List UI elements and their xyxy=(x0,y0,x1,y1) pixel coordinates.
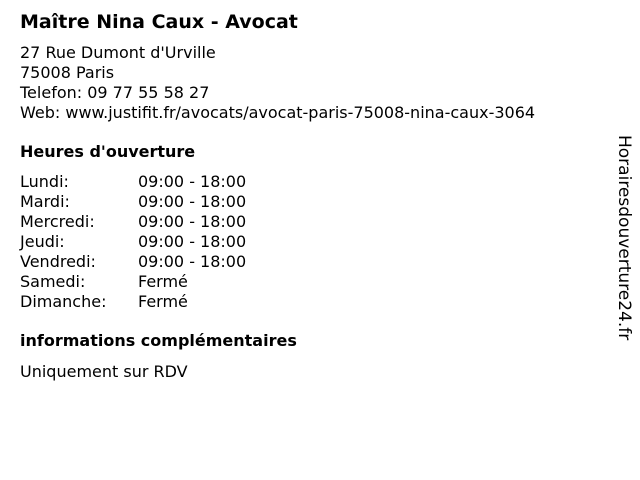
info-heading: informations complémentaires xyxy=(20,331,297,350)
hours-time: 09:00 - 18:00 xyxy=(138,212,247,231)
phone-line: Telefon: 09 77 55 58 27 xyxy=(20,83,210,102)
hours-day: Mardi: xyxy=(20,192,70,211)
hours-time: Fermé xyxy=(138,272,188,291)
address-street: 27 Rue Dumont d'Urville xyxy=(20,43,216,62)
hours-day: Vendredi: xyxy=(20,252,96,271)
web-line: Web: www.justifit.fr/avocats/avocat-paris-75008-nina-caux-3064 xyxy=(20,103,536,122)
site-watermark: Horairesdouverture24.fr xyxy=(614,135,634,341)
contact-block xyxy=(20,43,610,123)
hours-time: Fermé xyxy=(138,292,188,311)
hours-table xyxy=(20,172,610,312)
hours-time: 09:00 - 18:00 xyxy=(138,172,247,191)
hours-time: 09:00 - 18:00 xyxy=(138,192,247,211)
hours-row xyxy=(20,232,610,252)
business-title: Maître Nina Caux - Avocat xyxy=(20,11,298,33)
hours-day: Mercredi: xyxy=(20,212,95,231)
hours-row xyxy=(20,212,610,232)
hours-heading: Heures d'ouverture xyxy=(20,142,196,161)
hours-time: 09:00 - 18:00 xyxy=(138,252,247,271)
hours-day: Lundi: xyxy=(20,172,69,191)
info-text: Uniquement sur RDV xyxy=(20,362,188,381)
business-card xyxy=(20,10,610,382)
address-city: 75008 Paris xyxy=(20,63,115,82)
hours-day: Samedi: xyxy=(20,272,86,291)
hours-time: 09:00 - 18:00 xyxy=(138,232,247,251)
hours-row xyxy=(20,172,610,192)
hours-row xyxy=(20,252,610,272)
hours-row xyxy=(20,292,610,312)
hours-day: Dimanche: xyxy=(20,292,107,311)
hours-day: Jeudi: xyxy=(20,232,65,251)
hours-row xyxy=(20,272,610,292)
hours-row xyxy=(20,192,610,212)
